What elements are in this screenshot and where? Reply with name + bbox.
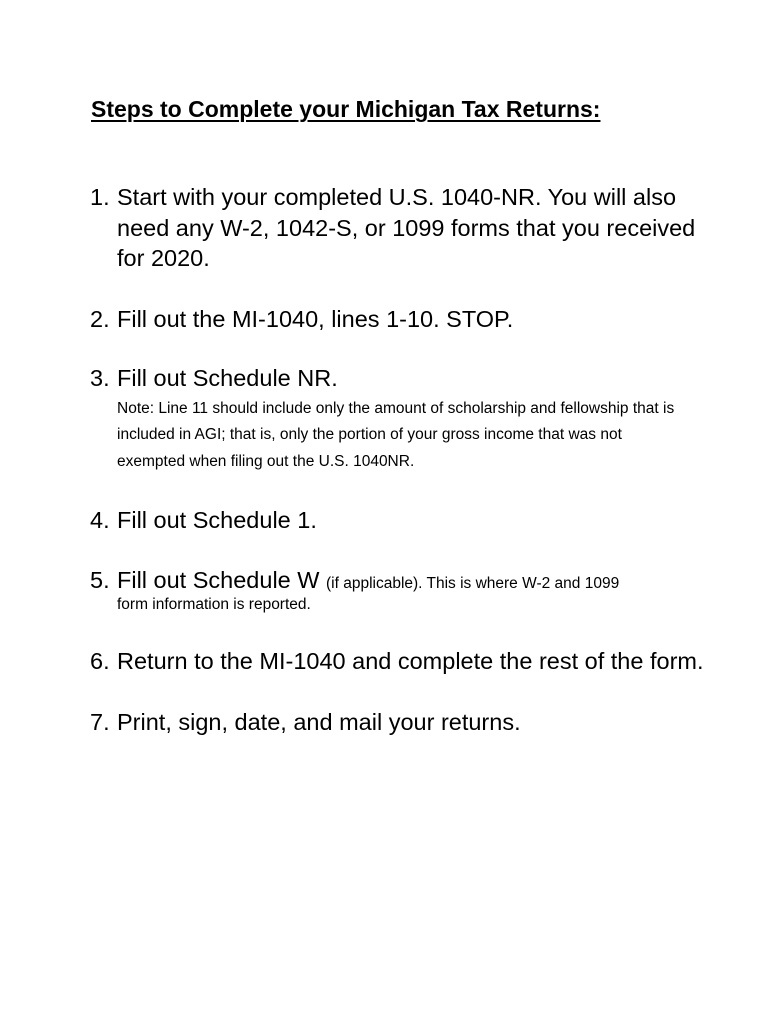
step-text: Fill out Schedule W [117,566,320,593]
step-item [90,363,710,475]
step-item [90,505,710,536]
step-item [90,707,710,738]
step-text: Return to the MI-1040 and complete the rest of the form. [117,648,704,674]
steps-list [90,182,710,737]
step-number: 7. [90,708,110,735]
step-item [90,565,710,616]
step-number: 4. [90,507,110,533]
step-inline-note-continued: form information is reported. [117,596,311,613]
step-text: Print, sign, date, and mail your returns. [117,708,521,735]
step-item [90,182,710,274]
step-text: Fill out the MI-1040, lines 1-10. STOP. [117,305,514,332]
step-item [90,646,710,677]
step-note: Note: Line 11 should include only the amount of scholarship and fellowship that is included in AGI; that is, only the portion of your gross income that was not exempted when filing out the U.S. 1040NR. [117,399,675,470]
step-text: Start with your completed U.S. 1040-NR. You will also need any W-2, 1042-S, or 1099 forms that you received for 2020. [117,184,696,271]
step-number: 5. [90,566,110,593]
step-number: 6. [90,648,110,674]
step-text: Fill out Schedule 1. [117,507,317,533]
step-item [90,304,710,335]
page-title: Steps to Complete your Michigan Tax Returns: [91,96,601,122]
step-number: 1. [90,184,110,210]
step-text: Fill out Schedule NR. [117,365,338,391]
step-inline-note: (if applicable). This is where W-2 and 1099 [325,574,620,592]
step-number: 2. [90,305,110,332]
step-number: 3. [90,365,110,391]
